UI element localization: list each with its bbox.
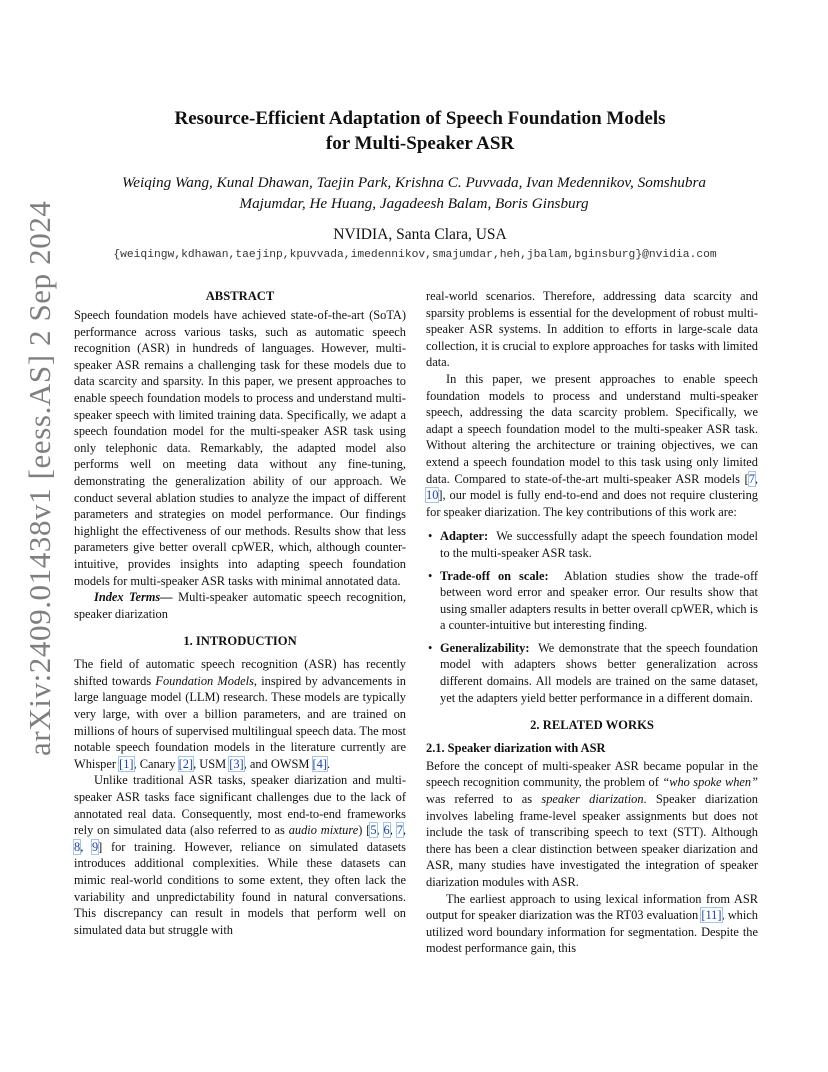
intro-p1-text-e: , and OWSM xyxy=(243,756,313,771)
related-p2-text-a: The earliest approach to using lexical information from ASR output for speaker diarization was the RT03 evaluation xyxy=(426,891,758,923)
affiliation: NVIDIA, Santa Clara, USA xyxy=(333,226,507,243)
subsection-heading: 2.1. Speaker diarization with ASR xyxy=(426,741,606,756)
citation-link[interactable]: 9 xyxy=(91,839,99,854)
authors-line-2: Majumdar, He Huang, Jagadeesh Balam, Boris Ginsburg xyxy=(239,195,589,212)
author-emails: {weiqingw,kdhawan,taejinp,kpuvvada,imedennikov,smajumdar,heh,jbalam,bginsburg}@nvidia.com xyxy=(113,249,717,261)
title-line-2: for Multi-Speaker ASR xyxy=(325,133,515,154)
contribution-text: Ablation studies show the trade-off between word error and speaker error. Our results show that using smaller adapters results in better overall cpWER, which is a counter-intuitive but interesting finding. xyxy=(440,568,758,633)
title-line-1: Resource-Efficient Adaptation of Speech Foundation Models xyxy=(174,108,666,129)
section-introduction-heading: 1. INTRODUCTION xyxy=(183,634,297,649)
citation-link[interactable]: 10 xyxy=(426,488,439,503)
intro-paragraph-1 xyxy=(74,656,406,772)
citation-link[interactable]: 7 xyxy=(748,471,755,486)
intro-paragraph-3: real-world scenarios. Therefore, addressing data scarcity and sparsity problems is essential for the development of robust multi-speaker ASR systems. In addition to efforts in large-scale data collection, it is crucial to explore approaches for tasks with limited data. xyxy=(426,289,758,370)
authors-line-1: Weiqing Wang, Kunal Dhawan, Taejin Park, Krishna C. Puvvada, Ivan Medennikov, Somshubra xyxy=(122,174,706,191)
related-p1-text-b: was referred to as xyxy=(426,792,542,807)
intro-p2-emphasis: audio mixture xyxy=(288,823,359,838)
contribution-item xyxy=(426,568,758,634)
citation-link[interactable]: [11] xyxy=(701,908,722,923)
contribution-label: Generalizability: xyxy=(440,640,530,655)
related-p1-text-c: . Speaker diarization involves labeling frame-level speaker assignments but does not include the task of transcribing speech to text (STT). Although there has been a clear distinction between speaker diarization and ASR, many studies have investigated the integration of speaker diarization modules with ASR. xyxy=(426,792,758,889)
related-paragraph-1 xyxy=(426,758,758,891)
contribution-label: Adapter: xyxy=(440,529,489,544)
index-terms-label: Index Terms— xyxy=(94,590,173,605)
index-terms xyxy=(74,589,406,622)
right-column xyxy=(426,288,758,957)
related-p2-text-b: , which utilized word boundary information for segmentation. Despite the modest performance gain, this xyxy=(426,908,758,956)
related-p1-emphasis-2: speaker diarization xyxy=(541,792,644,807)
contributions-list xyxy=(426,528,758,706)
intro-p2-text-a: Unlike traditional ASR tasks, speaker diarization and multi-speaker ASR tasks face significant challenges due to the lack of annotated real data. Consequently, most end-to-end frameworks rely on simulated data (also referred to as xyxy=(74,773,406,838)
related-paragraph-2 xyxy=(426,891,758,957)
intro-paragraph-2: Unlike traditional ASR tasks, speaker diarization and multi-speaker ASR tasks face significant challenges due to the lack of annotated real data. Consequently, most end-to-end frameworks rely on simulated data (also referred to as audio mixture) [5, 6, 7, 8, 9] for training. However, reliance on simulated datasets introduces additional complexities. While these datasets can mimic real-world conditions to some extent, they often lack the variability and unpredictability found in natural conversations. This discrepancy can result in models that perform well on simulated data but struggle with xyxy=(74,773,407,937)
citation-link[interactable]: [2] xyxy=(178,756,194,771)
intro-p1-text-a: The field of automatic speech recognition (ASR) has recently shifted towards xyxy=(74,657,406,688)
related-p1-emphasis-1: “who spoke when” xyxy=(662,775,759,790)
intro-p1-text-f: . xyxy=(326,756,331,771)
contribution-label: Trade-off on scale: xyxy=(440,568,549,583)
paper-title xyxy=(120,106,720,156)
intro-p1-emphasis: Foundation Models xyxy=(155,673,254,688)
citation-link[interactable]: [3] xyxy=(229,756,244,771)
citation-link[interactable]: 7 xyxy=(396,823,403,838)
intro-p2-text-c: ] for training. However, reliance on simulated datasets introduces additional complexities. While these datasets can mimic real-world conditions to some extent, they often lack the variability and unpredictability found in natural conversations. This discrepancy can result in models that perform well on simulated data but struggle with xyxy=(74,839,406,937)
citation-link[interactable]: [4] xyxy=(312,756,327,771)
section-related-works-heading: 2. RELATED WORKS xyxy=(530,718,654,733)
index-terms-text: Multi-speaker automatic speech recognition, speaker diarization xyxy=(74,590,406,621)
intro-p1-text-d: , USM xyxy=(193,756,230,771)
citation-link[interactable]: 8 xyxy=(74,839,81,854)
intro-p1-text-c: , Canary xyxy=(133,756,179,771)
arxiv-sidebar xyxy=(10,200,66,766)
citation-link[interactable]: 5 xyxy=(370,823,377,838)
author-list xyxy=(86,172,742,214)
left-column xyxy=(74,288,406,938)
abstract-heading: ABSTRACT xyxy=(205,289,275,303)
citation-link[interactable]: 6 xyxy=(383,823,390,838)
abstract-text: Speech foundation models have achieved state-of-the-art (SoTA) performance across various tasks, such as automatic speech recognition (ASR) in hundreds of languages. However, multi-speaker ASR remains a challenging task for these models due to data scarcity and sparsity. In this paper, we present approaches to enable speech foundation models to process and understand multi-speaker speech with limited training data. Specifically, we adapt a speech foundation model for the multi-speaker ASR task using only telephonic data. Remarkably, the adapted model also performs well on meeting data without any fine-tuning, demonstrating the generalization ability of our approach. We conduct several ablation studies to analyze the impact of different parameters and strategies on model performance. Our findings highlight the effectiveness of our methods. Results show that less parameters give better overall cpWER, which, although counter-intuitive, provides insights into adapting speech foundation models for multi-speaker ASR tasks with minimal annotated data. xyxy=(74,308,406,588)
intro-paragraph-4: In this paper, we present approaches to enable speech foundation models to process and understand multi-speaker speech, addressing the data scarcity problem. Specifically, we adapt a speech foundation model to the multi-speaker ASR task. Without altering the architecture or training objectives, we can extend a speech foundation model to this task using only limited data. Compared to state-of-the-art multi-speaker ASR models [7, 10], our model is fully end-to-end and does not require clustering for speaker diarization. The key contributions of this work are: xyxy=(426,371,758,519)
contribution-item xyxy=(426,640,758,706)
citation-link[interactable]: [1] xyxy=(119,756,134,771)
contribution-item xyxy=(426,528,758,561)
arxiv-id: arXiv:2409.01438v1 [eess.AS] 2 Sep 2024 xyxy=(22,200,57,756)
intro-p4-text-b: ], our model is fully end-to-end and does not require clustering for speaker diarization. The key contributions of this work are: xyxy=(426,488,758,519)
intro-p4-text-a: In this paper, we present approaches to enable speech foundation models to process and understand multi-speaker speech, addressing the data scarcity problem. Specifically, we adapt a speech foundation model to the multi-speaker ASR task. Without altering the architecture or training objectives, we can extend a speech foundation model to this task using only limited data. Compared to state-of-the-art multi-speaker ASR models [ xyxy=(426,371,758,486)
intro-p1-text-b: , inspired by advancements in large language model (LLM) research. These models are typically very large, with over a billion parameters, and are trained on millions of hours of supervised multilingual speech data. The most notable speech foundation models in the literature currently are Whisper xyxy=(74,673,406,771)
contribution-text: We demonstrate that the speech foundation model with adapters shows better generalization across different domains. All models are trained on the same dataset, yet the adapters yield better performance in a different domain. xyxy=(440,640,758,705)
intro-p2-text-b: ) [ xyxy=(358,823,371,838)
contribution-text: We successfully adapt the speech foundation model to the multi-speaker ASR task. xyxy=(440,529,758,560)
related-p1-text-a: Before the concept of multi-speaker ASR became popular in the speech recognition community, the problem of xyxy=(426,758,758,790)
